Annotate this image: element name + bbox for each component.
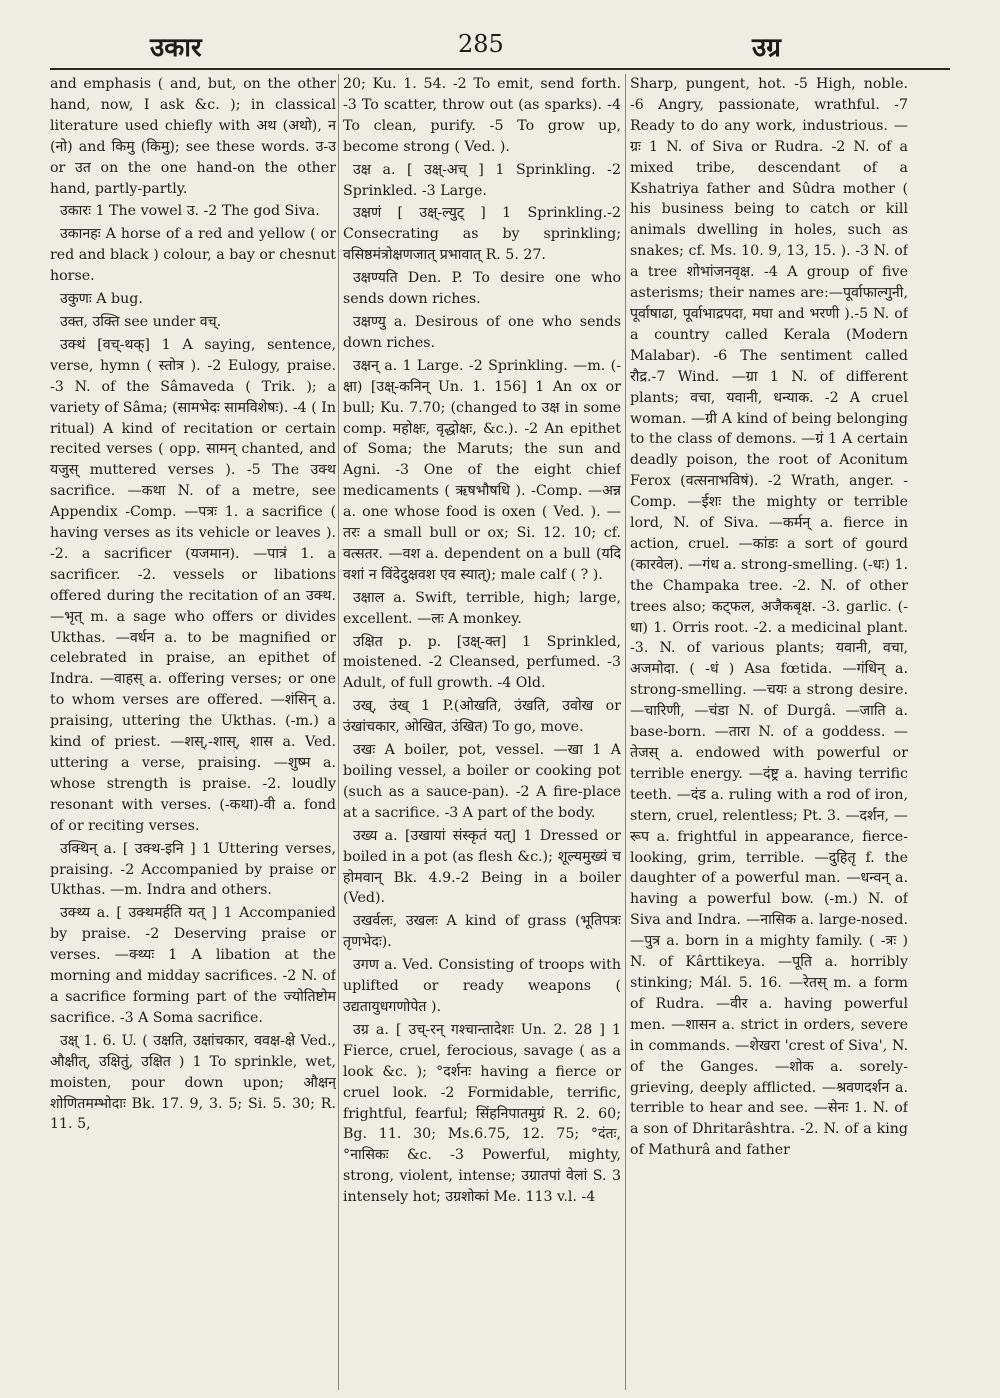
entry: उक्षाल a. Swift, terrible, high; large, excellent. —लः A monkey. [343,589,621,627]
column-divider [625,74,626,1390]
entry: उकानहः A horse of a red and yellow ( or red and black ) colour, a bay or chesnut horse. [50,226,336,285]
header-rule [50,68,950,70]
entry-continuation: and emphasis ( and, but, on the other hand, now, I ask &c. ); in classical literature used chiefly with अथ (अथो), न (नो) and किमु (किमु); see these words. उ-उ or उत on the one hand-on the other hand, partly-partly. [50,76,336,197]
header-left-word: उकार [150,33,202,63]
entry: उगण a. Ved. Consisting of troops with uplifted or ready weapons ( उद्यतायुधगणोपेत ). [343,957,621,1015]
entry: उख्, उंख् 1 P.(ओखति, उंखति, उवोख or उंखांचकार, ओखित, उंखित) To go, move. [343,698,621,736]
entry: उक्थ्य a. [ उक्थमर्हति यत् ] 1 Accompanied by praise. -2 Deserving praise or verses. —क्थ्यः 1 A libation at the morning and midday sacrifices. -2 N. of a sacrifice forming part of the ज्योतिष्टोम sacrifice. -3 A Soma sacrifice. [50,905,336,1026]
column-divider [338,74,339,1390]
entry: उक्षित p. p. [उक्ष्-क्त] 1 Sprinkled, moistened. -2 Cleansed, perfumed. -3 Adult, of full growth. -4 Old. [343,633,621,692]
page-number: 285 [458,30,504,58]
entry: उक्षण्यु a. Desirous of one who sends down riches. [343,313,621,351]
column-2 [343,74,621,1390]
entry: उख्य a. [उखायां संस्कृतं यत्] 1 Dressed or boiled in a pot (as flesh &c.); शूल्यमुख्यं च होमवान् Bk. 4.9.-2 Being in a boiler (Ved). [343,827,621,907]
entry: उकुणः A bug. [60,291,143,308]
entry: उक्षण्यति Den. P. To desire one who sends down riches. [343,270,621,308]
entry: उक्थिन् a. [ उक्थ-इनि ] 1 Uttering verses, praising. -2 Accompanied by praise or Ukthas. —m. Indra and others. [50,840,336,899]
column-3 [630,74,908,1390]
entry: उक्षन् a. 1 Large. -2 Sprinkling. —m. (-क्षा) [उक्ष्-कनिन् Un. 1. 156] 1 An ox or bull; Ku. 7.70; (changed to उक्ष in some comp. महोक्षः, वृद्धोक्षः, &c.). -2 An epithet of Soma; the Maruts; the sun and Agni. -3 One of the eight chief medicaments ( ऋषभौषधि ). -Comp. —अन्न a. one whose food is oxen ( Ved. ). —तरः a small bull or ox; Si. 12. 10; cf. वत्सतर. —वश a. dependent on a bull (यदि वशां न विंदेदुक्षवश एव स्यात्); male calf ( ? ). [343,357,621,583]
entry: उक्ष a. [ उक्ष्-अच् ] 1 Sprinkling. -2 Sprinkled. -3 Large. [343,161,621,199]
entry-continuation: 20; Ku. 1. 54. -2 To emit, send forth. -3 To scatter, throw out (as sparks). -4 To clean, purify. -5 To grow up, become strong ( Ved. ). [343,76,621,155]
entry: उग्र a. [ उच्-रन् गश्चान्तादेशः Un. 2. 28 ] 1 Fierce, cruel, ferocious, savage ( as a look &c. ); °दर्शनः having a fierce or cruel look. -2 Formidable, terrific, frightful, fearful; सिंहनिपातमुग्रं R. 2. 60; Bg. 11. 30; Ms.6.75, 12. 75; °दंतः, °नासिकः &c. -3 Powerful, mighty, strong, violent, intense; उग्रातपां वेलां S. 3 intensely hot; उग्रशोकां Me. 113 v.l. -4 [343,1021,621,1206]
entry: उखर्वलः, उखलः A kind of grass (भूतिपत्रः तृणभेदः). [343,913,621,951]
entry: उकारः 1 The vowel उ. -2 The god Siva. [60,203,320,220]
header-right-word: उग्र [752,33,781,63]
column-1 [50,74,336,1390]
entry-continuation: Sharp, pungent, hot. -5 High, noble. -6 Angry, passionate, wrathful. -7 Ready to do any work, industrious. —ग्रः 1 N. of Siva or Rudra. -2 N. of a mixed tribe, descendant of a Kshatriya father and Sûdra mother ( his business being to catch or kill animals dwelling in holes, such as snakes; cf. Ms. 10. 9, 13, 15. ). -3 N. of a tree शोभांजनवृक्ष. -4 A group of five asterisms; their names are:—पूर्वाफाल्गुनी, पूर्वाषाढा, पूर्वाभाद्रपदा, मघा and भरणी ).-5 N. of a country called Kerala (Modern Malabar). -6 The sentiment called रौद्र.-7 Wind. —ग्रा 1 N. of different plants; वचा, यवानी, धन्याक. -2 A cruel woman. —ग्री A kind of being belonging to the class of demons. —ग्रं 1 A certain deadly poison, the root of Aconitum Ferox (वत्सनाभविषं). -2 Wrath, anger. -Comp. —ईशः the mighty or terrible lord, N. of Siva. —कर्मन् a. fierce in action, cruel. —कांडः a sort of gourd (कारवेल). —गंध a. strong-smelling. (-धः) 1. the Champaka tree. -2. N. of other trees also; कट्फल, अजैकबृक्ष. -3. garlic. (-धा) 1. Orris root. -2. a medicinal plant. -3. N. of various plants; यवानी, वचा, अजमोदा. ( -धं ) Asa fœtida. —गंधिन् a. strong-smelling. —चयः a strong desire. —चारिणी, —चंडा N. of Durgâ. —जाति a. base-born. —तारा N. of a goddess. —तेजस् a. endowed with powerful or terrible energy. —दंष्ट्र a. having terrific teeth. —दंड a. ruling with a rod of iron, stern, cruel, relentless; Pt. 3. —दर्शन, —रूप a. frightful in appearance, fierce-looking, grim, terrible. —दुहितृ f. the daughter of a powerful man. —धन्वन् a. having a powerful bow. (-m.) N. of Siva and Indra. —नासिक a. large-nosed. —पुत्र a. born in a mighty family. ( -त्रः ) N. of Kârttikeya. —पूति a. horribly stinking; Mál. 5. 16. —रेतस् m. a form of Rudra. —वीर a. having powerful men. —शासन a. strict in orders, severe in commands. —शेखरा 'crest of Siva', N. of the Ganges. —शोक a. sorely-grieving, deeply afflicted. —श्रवणदर्शन a. terrible to hear and see. —सेनः 1. N. of a son of Dhritarâshtra. -2. N. of a king of Mathurâ and father [630,76,908,1159]
entry: उक्थं [वच्-थक्] 1 A saying, sentence, verse, hymn ( स्तोत्र ). -2 Eulogy, praise. -3 N. of the Sâmaveda ( Trik. ); a variety of Sâma; (सामभेदः सामविशेषः). -4 ( In ritual) A kind of recitation or certain recited verses ( opp. सामन् chanted, and यजुस् muttered verses ). -5 The उक्थ sacrifice. —कथा N. of a metre, see Appendix -Comp. —पत्रः 1. a sacrifice ( having verses as its vehicle or leaves ). -2. a sacrificer (यजमान). —पात्रं 1. a sacrificer. -2. vessels or libations offered during the recitation of an उक्थ. —भृत् m. a sage who offers or divides Ukthas. —वर्धन a. to be magnified or celebrated in praise, an epithet of Indra. —वाहस् a. offering verses; or one to whom verses are offered. —शंसिन् a. praising, uttering the Ukthas. (-m.) a kind of priest. —शस्,-शास्, शास a. Ved. uttering a verse, praising. —शुष्म a. whose strength is praise. -2. loudly resonant with verses. (-कथा)-वी a. fond of or reciting verses. [50,336,336,834]
entry: उक्षणं [ उक्ष्-ल्युट् ] 1 Sprinkling.-2 Consecrating as by sprinkling; वसिष्ठमंत्रोक्षणजात् प्रभावात् R. 5. 27. [343,205,621,264]
entry: उक्ष् 1. 6. U. ( उक्षति, उक्षांचकार, ववक्ष-क्षे Ved., औक्षीत्, उक्षितुं, उक्षित ) 1 To sprinkle, wet, moisten, pour down upon; औक्षन् शोणितमम्भोदाः Bk. 17. 9, 3. 5; Si. 5. 30; R. 11. 5, [50,1032,336,1133]
entry: उखः A boiler, pot, vessel. —खा 1 A boiling vessel, a boiler or cooking pot (such as a sauce-pan). -2 A fire-place at a sacrifice. -3 A part of the body. [343,742,621,821]
entry: उक्त, उक्ति see under वच्. [60,313,222,330]
